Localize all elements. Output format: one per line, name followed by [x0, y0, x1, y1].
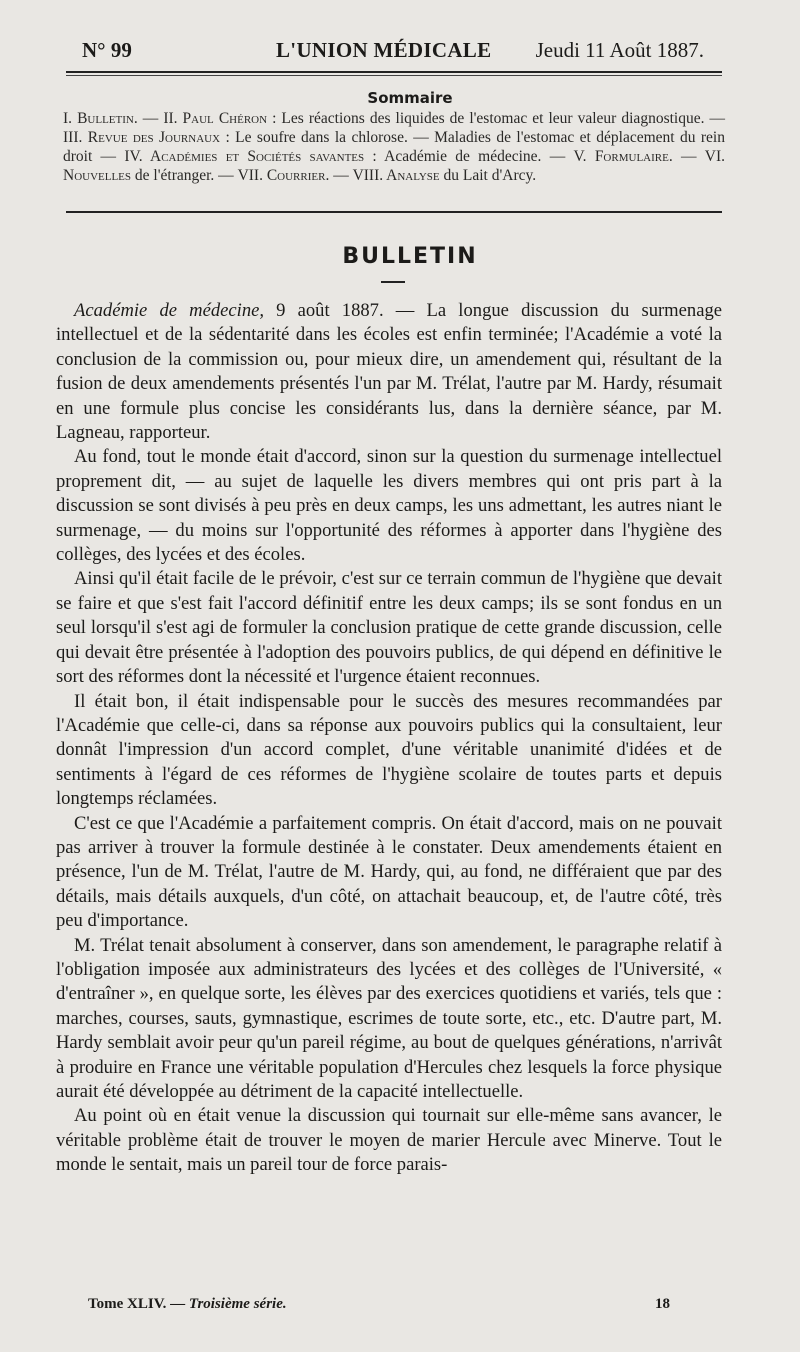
- signature-mark: 18: [655, 1296, 670, 1312]
- sommaire-item-text: de l'étranger. —: [131, 167, 238, 184]
- paragraph: Au point où en était venue la discussion qui tournait sur elle-même sans avancer, le véritable problème était de trouver le moyen de marier Hercule avec Minerve. Tout le monde le sentait, mais un pareil tour de force parais-: [56, 1105, 722, 1176]
- paragraph: M. Trélat tenait absolument à conserver, dans son amendement, le paragraphe relatif à l'obligation imposée aux administrateurs des lycées et des collèges de l'Université, « d'entraîner », en quelque sorte, les élèves par des exercices quotidiens et variés, tels que : marches, courses, sauts, gymnastique, escrimes de toute sorte, etc., etc. D'autre part, M. Hardy semblait avoir peur qu'un pareil régime, au bout de quelques générations, n'arrivât à produire en France une véritable population d'Hercules chez lesquels la force physique aurait été développée au détriment de la capacité intellectuelle.: [56, 934, 722, 1102]
- sommaire-item-text: : Les réactions des liquides de l'estomac et leur valeur diagnostique. —: [267, 110, 726, 127]
- paragraph: C'est ce que l'Académie a parfaitement compris. On était d'accord, mais on ne pouvait pas arriver à trouver la formule destinée à le constater. Deux amendements étaient en présence, l'un de M. Trélat, l'autre de M. Hardy, qui, au fond, ne différaient que par des détails, mais détails auxquels, d'un côté, on attachait beaucoup, et, de l'autre côté, très peu d'importance.: [56, 812, 722, 932]
- paragraph: [56, 299, 722, 445]
- sommaire-item-label: VIII. Analyse: [352, 167, 440, 184]
- footer-tome-text: Tome XLIV. —: [88, 1296, 189, 1312]
- sommaire-item-label: V. Formulaire.: [573, 148, 673, 165]
- bulletin-body: [56, 299, 722, 1178]
- sommaire-list: [63, 109, 725, 185]
- sommaire-item-text: : Le soufre dans la chlorose. — Maladies de l'estomac et déplacement du rein droit —: [63, 129, 725, 165]
- issue-date: Jeudi 11 Août 1887.: [535, 38, 704, 62]
- sommaire-item-text: —: [137, 110, 164, 127]
- sommaire-item-label: VI. Nouvelles: [63, 148, 725, 184]
- paragraph-text: 9 août 1887. — La longue discussion du surmenage intellectuel et de la sédentarité dans les écoles est enfin terminée; l'Académie a voté la conclusion de la commission ou, pour mieux dire, un amendement qui, résultant de la fusion de deux amendements présentés l'un par M. Trélat, l'autre par M. Hardy, résumait en une formule plus concise les considérants lus, dans la dernière séance, par M. Lagneau, rapporteur.: [56, 300, 722, 444]
- sommaire-item-label: I. Bulletin.: [63, 110, 138, 127]
- paragraph: Ainsi qu'il était facile de le prévoir, c'est sur ce terrain commun de l'hygiène que devait se faire et que s'est fait l'accord définitif entre les deux camps; ils se sont fondus en un seul lorsqu'il s'est agi de formuler la conclusion pratique de cette grande discussion, celle qui devait être présentée à l'adoption des pouvoirs publics, de qui dépend en définitive le sort des réformes dont la nécessité et l'urgence étaient reconnues.: [56, 568, 722, 688]
- sommaire-item-label: VII. Courrier.: [237, 167, 330, 184]
- sommaire-item-label: III. Revue des Journaux: [63, 129, 221, 146]
- footer-tome: [88, 1296, 287, 1313]
- paragraph: Au fond, tout le monde était d'accord, sinon sur la question du surmenage intellectuel proprement dit, — au sujet de laquelle les divers membres qui ont pris part à la discussion se sont divisés à peu près en deux camps, les uns admettant, les autres niant le surmenage, — du moins sur l'opportunité des réformes à apporter dans l'hygiène des collèges, des lycées et des écoles.: [56, 446, 722, 566]
- header-rule: [66, 71, 722, 73]
- sommaire-item-text: —: [672, 148, 705, 165]
- sommaire-item-label: II. Paul Chéron: [163, 110, 268, 127]
- header-rule-thin: [66, 75, 722, 76]
- section-rule: [66, 211, 722, 213]
- journal-title: L'UNION MÉDICALE: [276, 38, 492, 62]
- footer-series: Troisième série.: [188, 1296, 287, 1312]
- heading-dash: [381, 281, 405, 283]
- sommaire-title: Sommaire: [367, 89, 453, 107]
- paragraph: Il était bon, il était indispensable pour le succès des mesures recommandées par l'Académie que celle-ci, dans sa réponse aux pouvoirs publics qui la consultaient, leur donnât l'impression d'un accord complet, d'une véritable unanimité d'idées et de sentiments à l'égard de ces réformes de l'hygiène scolaire de toutes parts et depuis longtemps réclamées.: [56, 690, 722, 810]
- issue-number: N° 99: [82, 38, 132, 62]
- sommaire-item-label: IV. Académies et Sociétés savantes: [124, 148, 365, 165]
- sommaire-item-text: : Académie de médecine. —: [364, 148, 574, 165]
- paragraph-lead-italic: Académie de médecine,: [74, 300, 265, 321]
- sommaire-item-text: —: [329, 167, 353, 184]
- sommaire-item-text: du Lait d'Arcy.: [439, 167, 537, 184]
- bulletin-heading: BULLETIN: [342, 244, 478, 269]
